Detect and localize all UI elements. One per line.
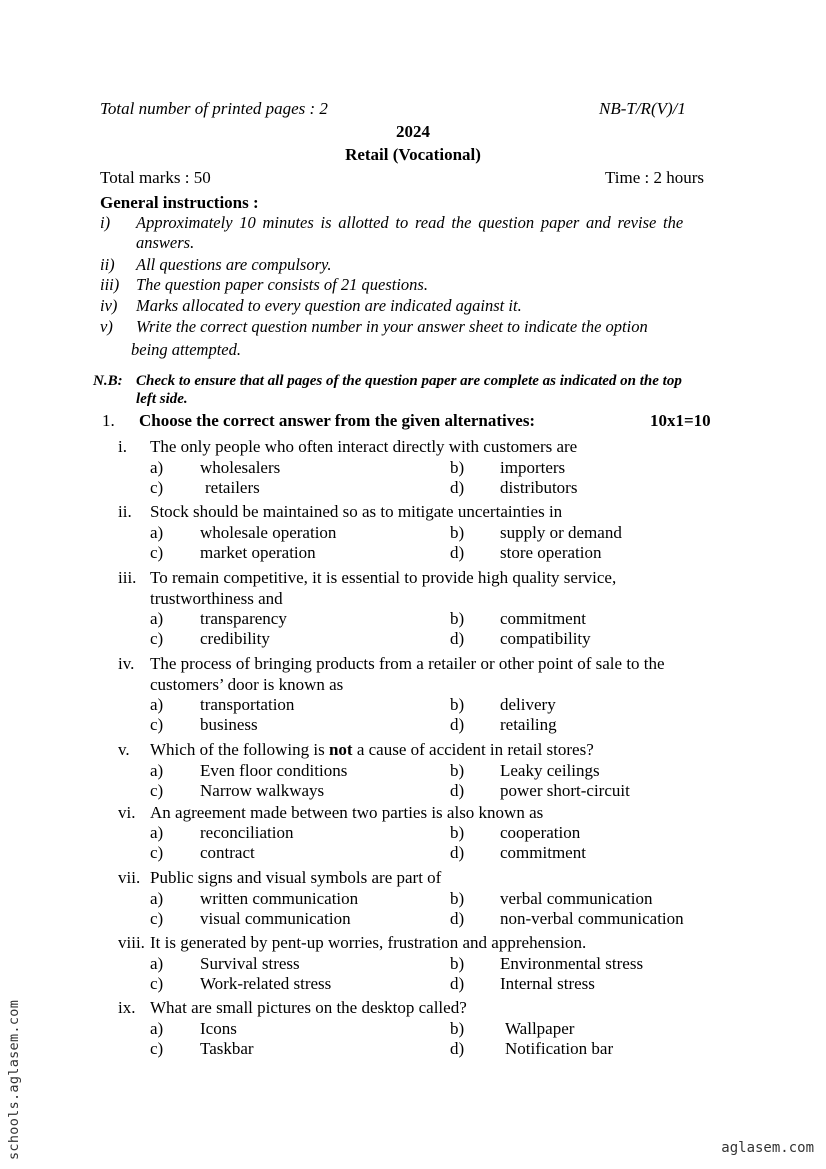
mcq-question: The only people who often interact directly with customers are [150,437,578,456]
option-label: c) [150,843,164,862]
mcq-question [150,740,594,760]
mcq-number: ix. [118,998,136,1017]
option-label: a) [150,889,164,908]
option-a: wholesalers [200,458,281,477]
question-text-part: a cause of accident in retail stores? [352,740,594,759]
option-label: c) [150,781,164,800]
option-d: distributors [500,478,578,497]
option-label: d) [450,715,465,734]
emphasis-not: not [328,740,353,759]
option-b: cooperation [500,823,581,842]
nb-label: N.B: [93,373,123,389]
exam-year: 2024 [396,122,430,141]
option-label: c) [150,909,164,928]
option-b: verbal communication [500,889,653,908]
mcq-number: vii. [118,868,141,887]
mcq-question: Public signs and visual symbols are part of [150,868,442,887]
question-text: Choose the correct answer from the given alternatives: [139,411,536,430]
mcq-number: iii. [118,568,137,587]
option-c: retailers [205,478,260,497]
option-label: b) [450,761,465,780]
option-label: a) [150,523,164,542]
option-label: d) [450,781,465,800]
option-label: b) [450,823,465,842]
option-b: importers [500,458,566,477]
option-label: c) [150,715,164,734]
instruction-number: i) [100,213,111,232]
mcq-question: It is generated by pent-up worries, frustration and apprehension. [150,933,587,952]
option-label: d) [450,974,465,993]
option-label: c) [150,543,164,562]
option-d: Internal stress [500,974,595,993]
option-a: wholesale operation [200,523,337,542]
option-label: c) [150,629,164,648]
option-b: Wallpaper [505,1019,575,1038]
option-b: delivery [500,695,556,714]
mcq-number: viii. [118,933,145,952]
mcq-question: Stock should be maintained so as to mitigate uncertainties in [150,502,563,521]
option-c: Narrow walkways [200,781,325,800]
instruction-text: Write the correct question number in your answer sheet to indicate the option [136,317,648,336]
option-c: business [200,715,258,734]
option-label: d) [450,629,465,648]
option-d: compatibility [500,629,591,648]
option-a: written communication [200,889,359,908]
option-d: power short-circuit [500,781,630,800]
option-d: Notification bar [505,1039,614,1058]
option-label: b) [450,889,465,908]
option-label: d) [450,843,465,862]
option-label: b) [450,695,465,714]
mcq-question: An agreement made between two parties is also known as [150,803,544,822]
option-label: a) [150,823,164,842]
instruction-number: ii) [100,255,115,274]
instruction-number: v) [100,317,113,336]
option-label: a) [150,761,164,780]
option-label: b) [450,458,465,477]
instruction-text: Approximately 10 minutes is allotted to read the question paper and revise the [136,213,684,232]
side-watermark: schools.aglasem.com [6,999,22,1160]
option-a: transparency [200,609,287,628]
option-label: c) [150,1039,164,1058]
instruction-text: Marks allocated to every question are indicated against it. [136,296,522,315]
option-label: c) [150,974,164,993]
instruction-text: All questions are compulsory. [136,255,332,274]
printed-pages-note: Total number of printed pages : 2 [100,99,328,118]
mcq-question: customers’ door is known as [150,675,344,694]
mcq-question: What are small pictures on the desktop called? [150,998,467,1017]
option-a: Even floor conditions [200,761,348,780]
option-label: b) [450,609,465,628]
option-c: Taskbar [200,1039,254,1058]
instruction-number: iii) [100,275,120,294]
option-label: c) [150,478,164,497]
option-c: contract [200,843,255,862]
option-b: Leaky ceilings [500,761,600,780]
instruction-text: being attempted. [131,340,241,359]
mcq-question: trustworthiness and [150,589,283,608]
mcq-number: iv. [118,654,135,673]
option-c: credibility [200,629,270,648]
option-d: non-verbal communication [500,909,684,928]
option-d: retailing [500,715,557,734]
option-label: a) [150,1019,164,1038]
option-label: d) [450,909,465,928]
option-a: Survival stress [200,954,300,973]
mcq-number: i. [118,437,127,456]
option-a: Icons [200,1019,237,1038]
option-label: b) [450,954,465,973]
option-c: Work-related stress [200,974,332,993]
nb-text: left side. [136,391,188,407]
option-label: a) [150,954,164,973]
nb-text: Check to ensure that all pages of the question paper are complete as indicated on the top [136,373,682,389]
total-marks: Total marks : 50 [100,168,211,187]
option-label: a) [150,609,164,628]
subject-title: Retail (Vocational) [345,145,481,164]
option-label: a) [150,458,164,477]
option-label: d) [450,1039,465,1058]
mcq-number: ii. [118,502,132,521]
mcq-number: v. [118,740,130,759]
mcq-number: vi. [118,803,136,822]
option-b: commitment [500,609,586,628]
footer-watermark: aglasem.com [721,1140,814,1156]
mcq-question: To remain competitive, it is essential to provide high quality service, [150,568,617,587]
option-b: supply or demand [500,523,622,542]
question-number: 1. [102,411,115,430]
question-marks: 10x1=10 [650,411,711,430]
paper-code: NB-T/R(V)/1 [599,99,686,118]
option-b: Environmental stress [500,954,644,973]
option-d: commitment [500,843,586,862]
option-label: a) [150,695,164,714]
time-allowed: Time : 2 hours [605,168,705,187]
option-a: reconciliation [200,823,294,842]
instruction-text: The question paper consists of 21 questions. [136,275,428,294]
question-text-part: Which of the following is [150,740,329,759]
option-label: d) [450,478,465,497]
mcq-question: The process of bringing products from a retailer or other point of sale to the [150,654,665,673]
option-c: market operation [200,543,316,562]
instruction-text: answers. [136,233,195,252]
instruction-number: iv) [100,296,118,315]
option-c: visual communication [200,909,351,928]
option-a: transportation [200,695,295,714]
instructions-title: General instructions : [100,193,259,212]
option-label: b) [450,1019,465,1038]
option-d: store operation [500,543,602,562]
option-label: d) [450,543,465,562]
option-label: b) [450,523,465,542]
